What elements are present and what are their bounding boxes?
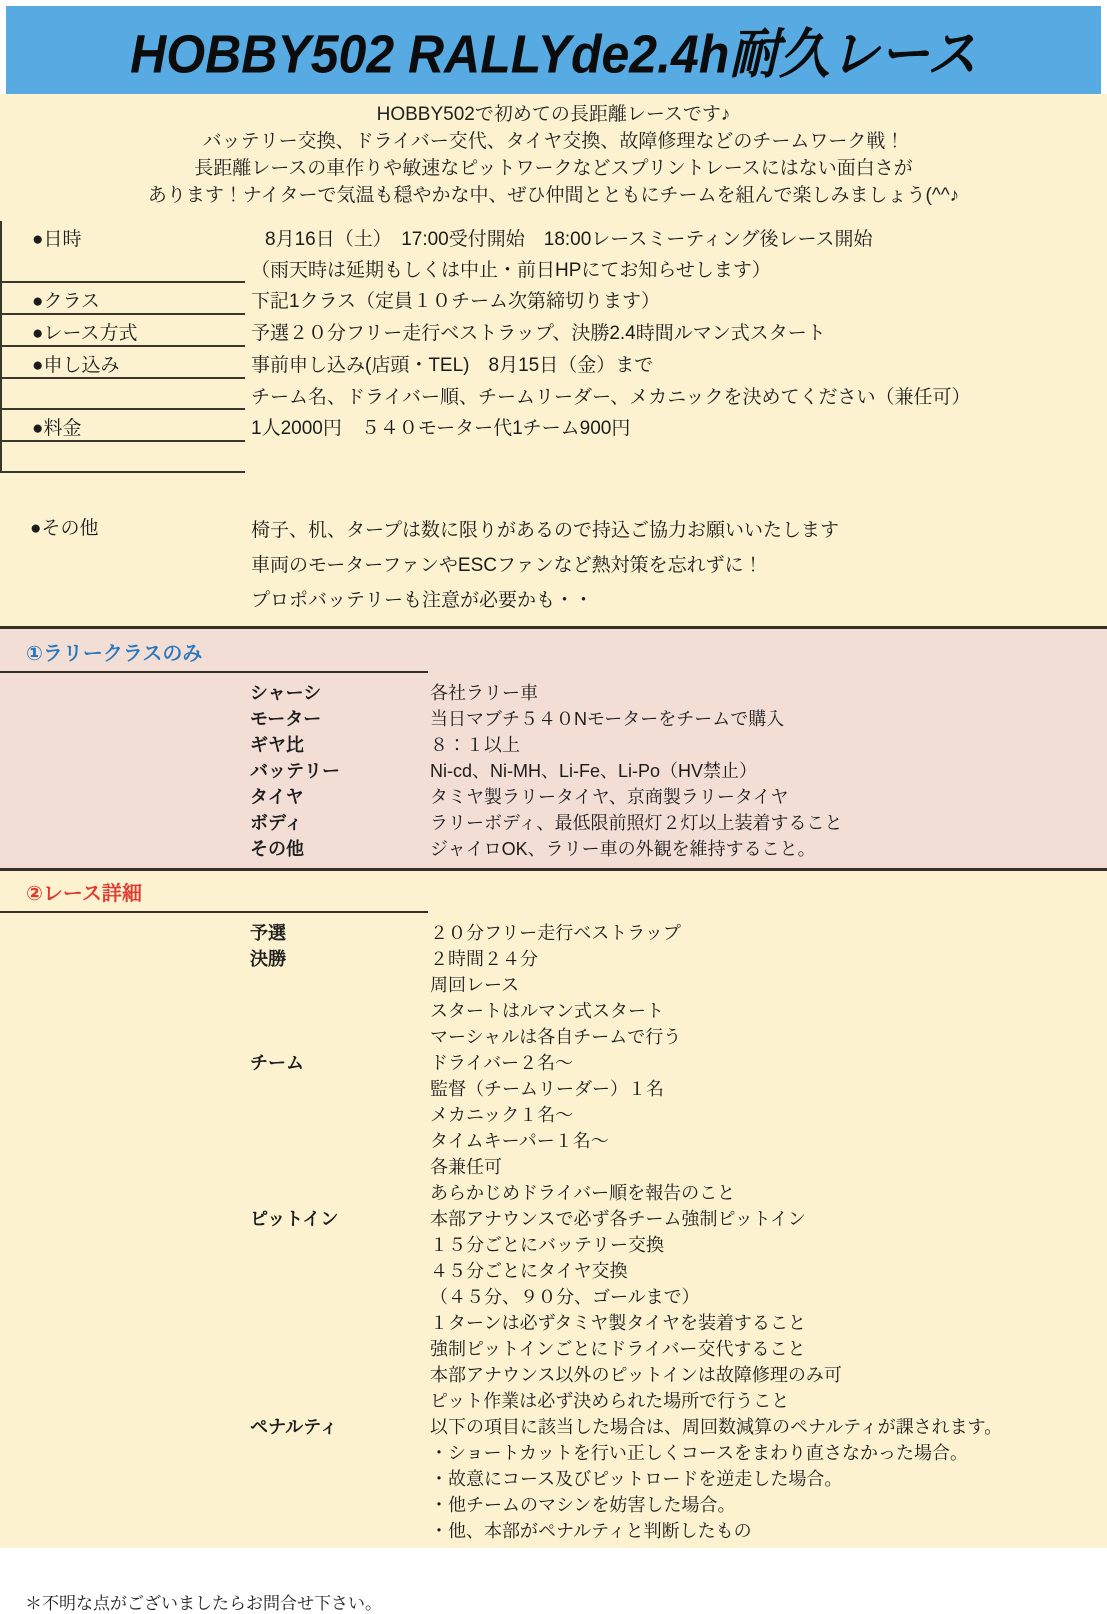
info-row	[0, 283, 1107, 315]
flyer-body	[0, 94, 1107, 1613]
detail-row-value: 本部アナウンス以外のピットインは故障修理のみ可	[430, 1365, 842, 1385]
info-row-value: 下記1クラス（定員１０チーム次第締切ります）	[251, 291, 660, 312]
detail-row	[0, 997, 1107, 1023]
intro-line: 長距離レースの車作りや敏速なピットワークなどスプリントレースにはない面白さが	[194, 158, 913, 179]
detail-row	[0, 1361, 1107, 1387]
info-row-value: チーム名、ドライバー順、チームリーダー、メカニックを決めてください（兼任可）	[251, 387, 971, 408]
detail-row	[0, 1517, 1107, 1543]
detail-row-label	[250, 1387, 430, 1413]
info-row-label	[0, 379, 245, 410]
detail-row	[0, 1127, 1107, 1153]
info-row-value	[245, 442, 251, 473]
race-detail-heading: ②レース詳細	[26, 883, 142, 905]
info-row	[0, 442, 1107, 473]
detail-row-label	[250, 971, 430, 997]
info-row	[0, 410, 1107, 442]
spec-row-value: ８：１以上	[430, 735, 520, 755]
detail-row-value: ・他、本部がペナルティと判断したもの	[430, 1521, 752, 1541]
detail-row	[0, 1179, 1107, 1205]
detail-row-label	[250, 1517, 430, 1543]
spec-row	[0, 835, 1107, 861]
detail-row-label	[250, 1127, 430, 1153]
spec-row-label: その他	[250, 839, 304, 859]
spec-row-value: 当日マブチ５４０Nモーターをチームで購入	[430, 709, 785, 729]
event-info-table	[0, 221, 1107, 473]
title-banner	[6, 6, 1101, 94]
other-note-line: 車両のモーターファンやESCファンなど熱対策を忘れずに！	[251, 555, 763, 576]
spec-row	[0, 783, 1107, 809]
spec-row	[0, 731, 1107, 757]
detail-row-label	[250, 1491, 430, 1517]
detail-row	[0, 1153, 1107, 1179]
detail-row	[0, 1101, 1107, 1127]
spec-row-label: バッテリー	[250, 761, 340, 781]
detail-row-value: 以下の項目に該当した場合は、周回数減算のペナルティが課されます。	[430, 1417, 1003, 1437]
detail-row	[0, 1023, 1107, 1049]
intro-line: バッテリー交換、ドライバー交代、タイヤ交換、故障修理などのチームワーク戦！	[202, 131, 905, 152]
spec-row	[0, 757, 1107, 783]
intro-paragraph	[0, 98, 1107, 209]
info-row-value: 事前申し込み(店頭・TEL) 8月15日（金）まで	[251, 355, 654, 376]
detail-row-value: ・他チームのマシンを妨害した場合。	[430, 1495, 736, 1515]
info-row-value: 予選２０分フリー走行ベストラップ、決勝2.4時間ルマン式スタート	[251, 323, 826, 344]
detail-row	[0, 1205, 1107, 1231]
page-title: HOBBY502 RALLYde2.4h耐久レース	[130, 24, 977, 85]
detail-row	[0, 1465, 1107, 1491]
detail-row-value: ２時間２４分	[430, 949, 538, 969]
info-row	[0, 347, 1107, 379]
spec-row	[0, 809, 1107, 835]
detail-row	[0, 945, 1107, 971]
rally-class-heading: ①ラリークラスのみ	[26, 643, 203, 665]
rally-class-section	[0, 626, 1107, 871]
spec-row-label: ギヤ比	[250, 735, 304, 755]
spec-row	[0, 679, 1107, 705]
spec-row-label: シャーシ	[250, 683, 322, 703]
info-row-label: ●レース方式	[0, 315, 245, 347]
info-row-label	[0, 442, 245, 473]
detail-row-value: スタートはルマン式スタート	[430, 1001, 664, 1021]
info-row	[0, 221, 1107, 252]
detail-row	[0, 1491, 1107, 1517]
info-row-label: ●日時	[0, 221, 245, 252]
info-row-label: ●料金	[0, 410, 245, 442]
detail-row-label	[250, 997, 430, 1023]
detail-row	[0, 919, 1107, 945]
detail-row-value: 本部アナウンスで必ず各チーム強制ピットイン	[430, 1209, 806, 1229]
info-row	[0, 252, 1107, 283]
spec-row-value: ジャイロOK、ラリー車の外観を維持すること。	[430, 839, 816, 859]
detail-row-value: １５分ごとにバッテリー交換	[430, 1235, 664, 1255]
detail-row	[0, 1387, 1107, 1413]
info-row-value: （雨天時は延期もしくは中止・前日HPにてお知らせします）	[251, 260, 771, 281]
detail-row	[0, 1257, 1107, 1283]
detail-row-value: あらかじめドライバー順を報告のこと	[430, 1183, 736, 1203]
spec-row-value: ラリーボディ、最低限前照灯２灯以上装着すること	[430, 813, 843, 833]
info-row	[0, 379, 1107, 410]
detail-row-value: （４５分、９０分、ゴールまで）	[430, 1287, 700, 1307]
detail-row-label: ペナルティ	[250, 1417, 338, 1437]
info-row-value: 8月16日（土） 17:00受付開始 18:00レースミーティング後レース開始	[265, 229, 873, 250]
detail-row-value: 強制ピットインごとにドライバー交代すること	[430, 1339, 806, 1359]
detail-row	[0, 1309, 1107, 1335]
detail-row-label	[250, 1283, 430, 1309]
info-row-value: 1人2000円 ５４０モーター代1チーム900円	[251, 418, 631, 439]
spec-row-label: ボディ	[250, 813, 303, 833]
spec-row-label: タイヤ	[250, 787, 304, 807]
detail-row-value: タイムキーパー１名～	[430, 1131, 609, 1151]
info-row-label	[0, 252, 245, 283]
flyer-page	[0, 6, 1107, 1613]
detail-row-label	[250, 1465, 430, 1491]
heading-rule	[0, 911, 428, 913]
detail-row-label: 予選	[250, 923, 286, 943]
detail-row-value: ・ショートカットを行い正しくコースをまわり直さなかった場合。	[430, 1443, 969, 1463]
detail-row-label: 決勝	[250, 949, 286, 969]
detail-row	[0, 1283, 1107, 1309]
detail-row-label: ピットイン	[250, 1209, 339, 1229]
detail-row-label	[250, 1179, 430, 1205]
detail-row-value: １ターンは必ずタミヤ製タイヤを装着すること	[430, 1313, 807, 1333]
detail-row-value: ピット作業は必ず決められた場所で行うこと	[430, 1391, 790, 1411]
detail-row-label	[250, 1075, 430, 1101]
other-section	[0, 513, 1107, 618]
detail-row-label	[250, 1257, 430, 1283]
detail-row-label: チーム	[250, 1053, 304, 1073]
race-detail-table	[0, 919, 1107, 1543]
detail-row-value: 監督（チームリーダー）１名	[430, 1079, 664, 1099]
detail-row	[0, 971, 1107, 997]
info-row	[0, 315, 1107, 347]
spec-row-label: モーター	[250, 709, 322, 729]
detail-row	[0, 1231, 1107, 1257]
intro-line: HOBBY502で初めての長距離レースです♪	[376, 104, 731, 125]
detail-row-value: メカニック１名～	[430, 1105, 574, 1125]
detail-row-value: ・故意にコース及びピットロードを逆走した場合。	[430, 1469, 843, 1489]
detail-row-value: マーシャルは各自チームで行う	[430, 1027, 682, 1047]
detail-row-value: ４５分ごとにタイヤ交換	[430, 1261, 628, 1281]
detail-row-value: 各兼任可	[430, 1157, 502, 1177]
footer-note: ＊不明な点がございましたらお問合せ下さい。	[25, 1594, 382, 1613]
detail-row-label	[250, 1101, 430, 1127]
detail-row-value: 周回レース	[430, 975, 520, 995]
info-row-label: ●クラス	[0, 283, 245, 315]
detail-row	[0, 1439, 1107, 1465]
detail-row-label	[250, 1439, 430, 1465]
intro-line: あります！ナイターで気温も穏やかな中、ぜひ仲間とともにチームを組んで楽しみましょう(^^♪	[147, 185, 960, 206]
detail-row	[0, 1413, 1107, 1439]
detail-row	[0, 1049, 1107, 1075]
detail-row-value: ドライバー２名～	[430, 1053, 574, 1073]
other-section-notes	[245, 513, 839, 618]
spec-row	[0, 705, 1107, 731]
detail-row	[0, 1335, 1107, 1361]
detail-row-label	[250, 1023, 430, 1049]
detail-row-label	[250, 1335, 430, 1361]
heading-rule	[0, 671, 428, 673]
detail-row-value: ２０分フリー走行ベストラップ	[430, 923, 681, 943]
rally-class-table	[0, 679, 1107, 861]
other-note-line: プロポバッテリーも注意が必要かも・・	[251, 590, 594, 611]
detail-row-label	[250, 1309, 430, 1335]
detail-row-label	[250, 1231, 430, 1257]
info-row-label: ●申し込み	[0, 347, 245, 379]
detail-row	[0, 1075, 1107, 1101]
detail-row-label	[250, 1361, 430, 1387]
race-detail-section	[0, 877, 1107, 1543]
spec-row-value: タミヤ製ラリータイヤ、京商製ラリータイヤ	[430, 787, 789, 807]
other-note-line: 椅子、机、タープは数に限りがあるので持込ご協力お願いいたします	[251, 520, 840, 541]
detail-row-label	[250, 1153, 430, 1179]
spec-row-value: Ni-cd、Ni-MH、Li-Fe、Li-Po（HV禁止）	[430, 761, 758, 781]
spec-row-value: 各社ラリー車	[430, 683, 538, 703]
other-section-label: ●その他	[30, 518, 99, 539]
